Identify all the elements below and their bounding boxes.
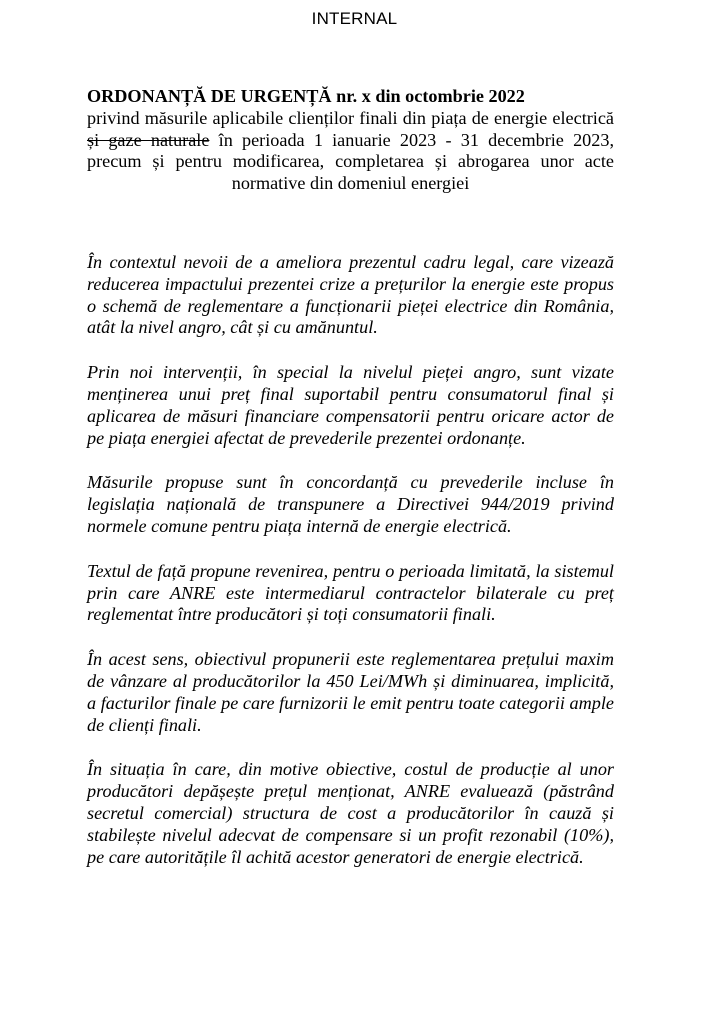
document-subtitle	[87, 108, 614, 195]
paragraph: În acest sens, obiectivul propunerii este reglementarea prețului maxim de vânzare al producătorilor la 450 Lei/MWh și diminuarea, implicită, a facturilor finale pe care furnizorii le emit pentru toate categorii ample de clienți finali.	[87, 649, 614, 735]
paragraph: Prin noi intervenții, în special la nivelul pieței angro, sunt vizate menținerea unui preț final suportabil pentru consumatorul final și aplicarea de măsuri financiare compensatorii pentru oricare actor de pe piața energiei afectat de prevederile prezentei ordonanțe.	[87, 362, 614, 448]
paragraph: Măsurile propuse sunt în concordanță cu prevederile incluse în legislația națională de transpunere a Directivei 944/2019 privind normele comune pentru piața internă de energie electrică.	[87, 472, 614, 536]
subtitle-part-2: în perioada 1 ianuarie 2023 - 31 decembrie 2023, precum și pentru modificarea, completarea și abrogarea unor acte normative din domeniul energiei	[87, 129, 615, 194]
document-title: ORDONANȚĂ DE URGENȚĂ nr. x din octombrie 2022	[87, 86, 525, 106]
paragraph: Textul de față propune revenirea, pentru o perioada limitată, la sistemul prin care ANRE este intermediarul contractelor bilaterale cu preț reglementat între producători și toți consumatorii finali.	[87, 560, 614, 625]
paragraph: În contextul nevoii de a ameliora prezentul cadru legal, care vizează reducerea impactului prezentei crize a prețurilor la energie este propus o schemă de reglementare a funcționarii pieței electrice din România, atât la nivel angro, cât și cu amănuntul.	[87, 252, 614, 338]
subtitle-struck-text: și gaze naturale	[87, 129, 210, 150]
paragraph: În situația în care, din motive obiective, costul de producție al unor producători depășește prețul menționat, ANRE evaluează (păstrând secretul comercial) structura de cost a producătorilor în cauză și stabilește nivelul adecvat de compensare si un profit rezonabil (10%), pe care autoritățile îl achită acestor generatori de energie electrică.	[87, 759, 614, 867]
document-title-block	[87, 86, 614, 195]
subtitle-part-1: privind măsurile aplicabile clienților finali din piața de energie electrică	[87, 107, 614, 128]
document-body	[87, 252, 614, 891]
classification-label: INTERNAL	[311, 9, 398, 28]
